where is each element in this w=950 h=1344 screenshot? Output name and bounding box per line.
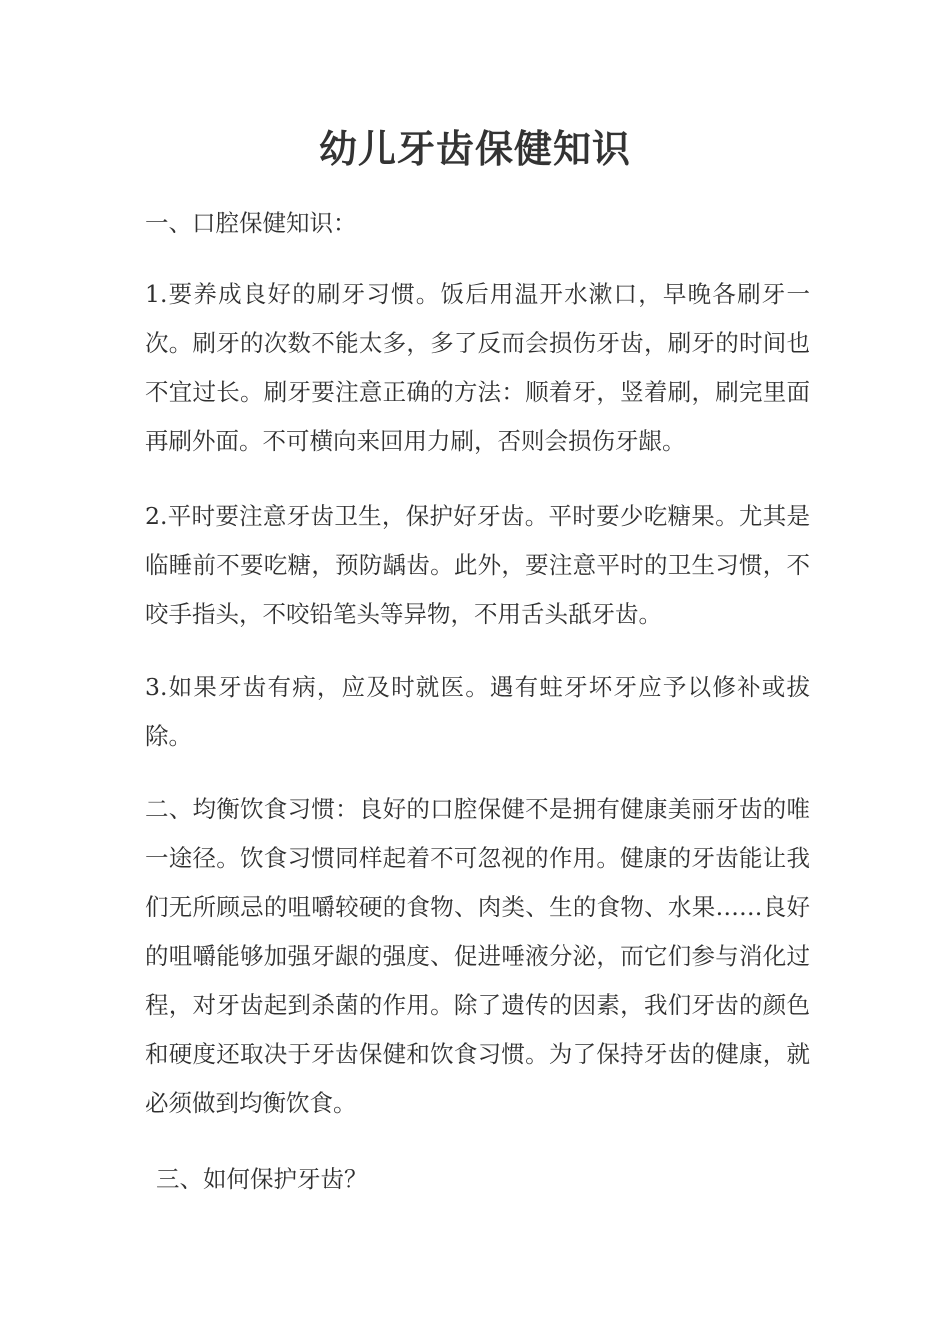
paragraph-item-3: 3.如果牙齿有病，应及时就医。遇有蛀牙坏牙应予以修补或拔除。 bbox=[145, 673, 810, 750]
document-title: 幼儿牙齿保健知识 bbox=[318, 127, 631, 171]
paragraph-item-2: 2.平时要注意牙齿卫生，保护好牙齿。平时要少吃糖果。尤其是临睡前不要吃糖，预防龋齿。此外，要注意平时的卫生习惯，不咬手指头，不咬铅笔头等异物，不用舌头舐牙齿。 bbox=[145, 502, 810, 628]
section-1-heading: 一、口腔保健知识： bbox=[145, 209, 357, 237]
section-2-paragraph: 二、均衡饮食习惯：良好的口腔保健不是拥有健康美丽牙齿的唯一途径。饮食习惯同样起着不可忽视的作用。健康的牙齿能让我们无所顾忌的咀嚼较硬的食物、肉类、生的食物、水果……良好的咀嚼能够加强牙龈的强度、促进唾液分泌，而它们参与消化过程，对牙齿起到杀菌的作用。除了遗传的因素，我们牙齿的颜色和硬度还取决于牙齿保健和饮食习惯。为了保持牙齿的健康，就必须做到均衡饮食。 bbox=[145, 795, 810, 1117]
section-3-heading: 三、如何保护牙齿？ bbox=[156, 1165, 368, 1193]
paragraph-item-1: 1.要养成良好的刷牙习惯。饭后用温开水漱口，早晚各刷牙一次。刷牙的次数不能太多，多了反而会损伤牙齿，刷牙的时间也不宜过长。刷牙要注意正确的方法：顺着牙，竖着刷，刷完里面再刷外面。不可横向来回用力刷，否则会损伤牙龈。 bbox=[145, 280, 810, 455]
